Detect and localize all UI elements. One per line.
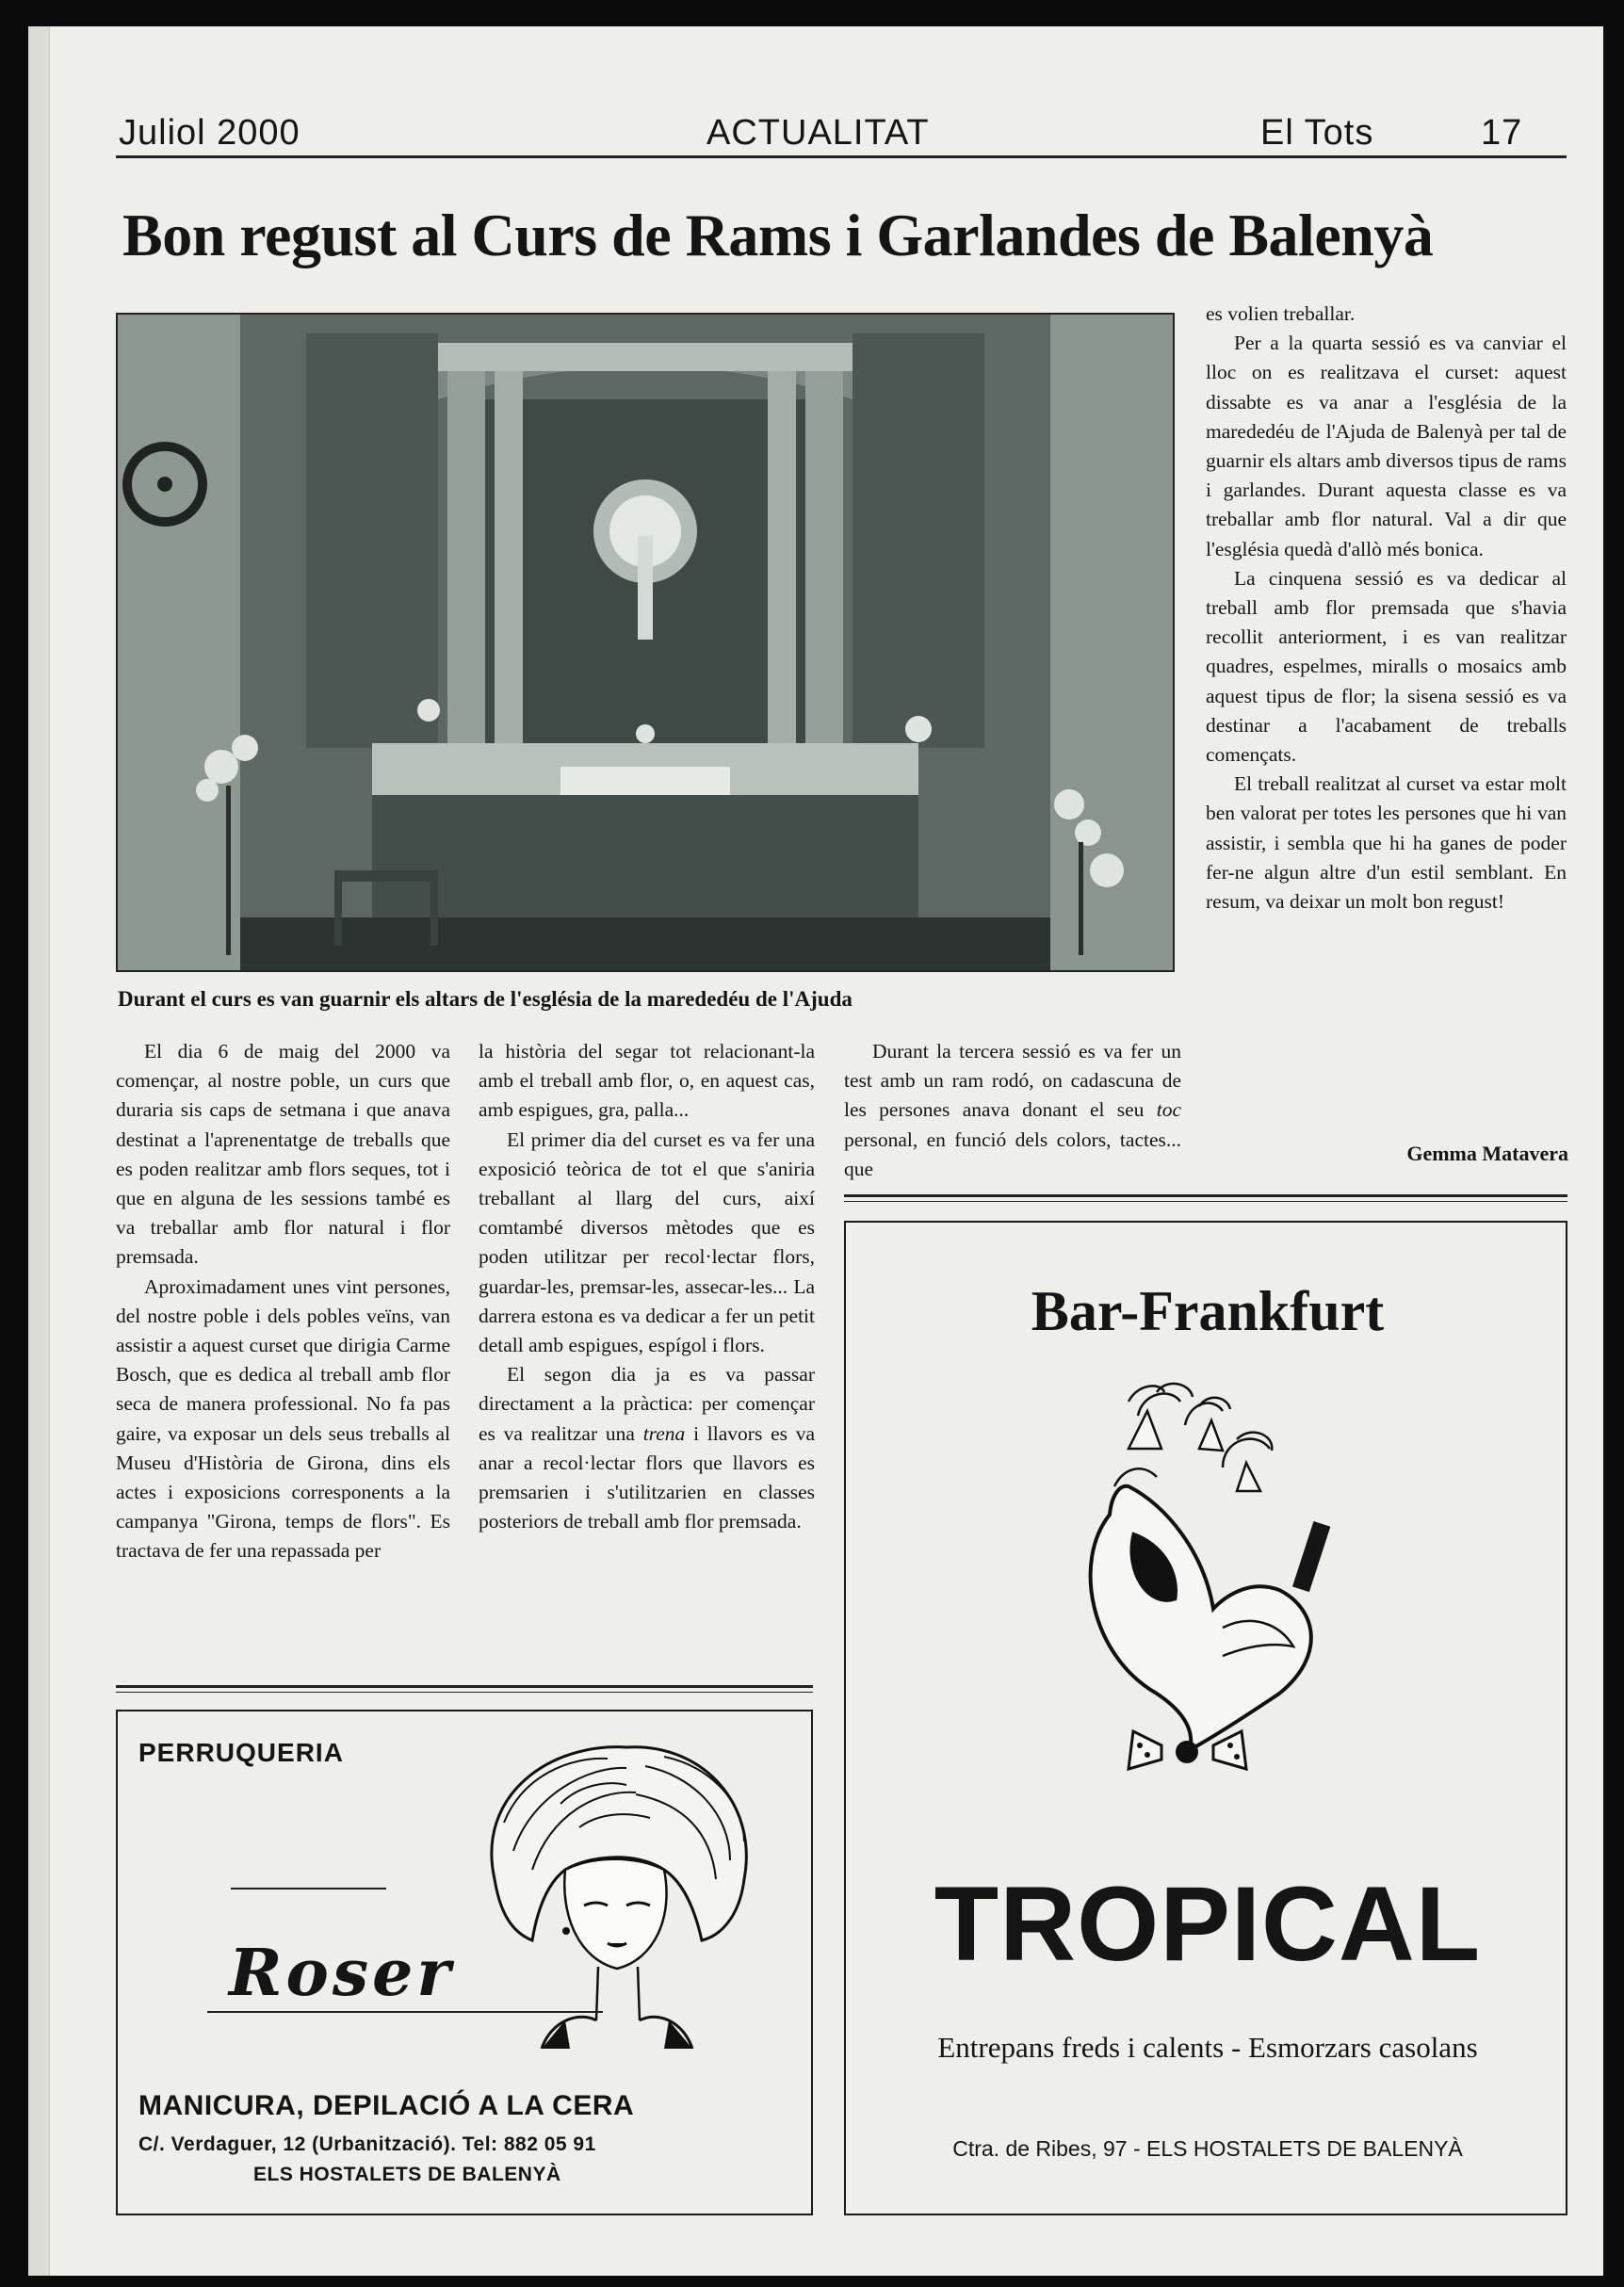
page-number: 17 [1481,113,1523,153]
paragraph-text: personal, en funció dels colors, tactes... que [844,1127,1181,1180]
column-rule [116,1692,813,1693]
church-altar-photo [116,313,1175,972]
paragraph: La cinquena sessió es va dedicar al treball amb flor premsada que s'havia recollit anteriorment, i es van realitzar quadres, espelmes, miralls o mosaics amb aquest tipus de flor; la sisena sessió es va destinar a l'acabament de treballs començats. [1206,566,1567,767]
column-rule [844,1201,1567,1202]
binding-strip [28,26,50,2276]
bar-name: Bar-Frankfurt [1031,1280,1385,1342]
ad-rule [231,1888,386,1890]
logo-letter: I [1276,1500,1345,1616]
issue-date: Juliol 2000 [119,113,300,153]
ad-perruqueria-roser [116,1710,813,2215]
column-rule [116,1685,813,1688]
article-column-3 [844,1037,1181,1184]
paragraph [479,1360,815,1536]
bar-tagline: TROPICAL [934,1865,1482,1983]
paragraph: es volien treballar. [1206,302,1356,325]
woman-portrait-illustration [476,1738,758,2049]
paragraph-text: i llavors es va anar a recol·lectar flors que llavors es premsarien i s'utilitzarien en classes posteriors de treball amb flor premsada. [479,1421,816,1533]
salon-services: MANICURA, DEPILACIÓ A LA CERA [138,2090,635,2121]
ad-heading: PERRUQUERIA [138,1738,344,1767]
article-column-1 [116,1037,450,1566]
article-column-2 [479,1037,815,1536]
italic-term: toc [1156,1098,1181,1122]
ad-bar-frankfurt [844,1221,1567,2215]
paragraph [844,1037,1181,1184]
article-title: Bon regust al Curs de Rams i Garlandes de Balenyà [122,202,1434,268]
column-rule [844,1194,1567,1197]
italic-term: trena [642,1421,686,1445]
paragraph: Aproximadament unes vint persones, del nostre poble i dels pobles veïns, van assistir a aquest curset que dirigia Carme Bosch, que es dedica al treball amb flor seca de manera professional. No fa pas gaire, va exposar un dels seus treballs al Museu d'Història de Girona, dins els actes i exposicions corresponents a la campanya "Girona, temps de flors". Es tractava de fer una repassada per [116,1274,450,1563]
header-rule [116,155,1567,158]
article-author: Gemma Matavera [1406,1142,1568,1165]
article-column-4 [1206,300,1567,916]
bar-address: Ctra. de Ribes, 97 - ELS HOSTALETS DE BALENYÀ [952,2136,1463,2161]
paragraph: El treball realitzat al curset va estar molt ben valorat per totes les persones que hi van assistir, i sembla que hi ha ganes de poder fer-ne algun altre d'un estil semblant. En resum, va deixar un molt bon regust! [1206,772,1567,914]
salon-name: Roser [229,1936,455,2011]
paragraph: Per a la quarta sessió es va canviar el lloc on es realitzava el curset: aquest dissabte es va anar a l'església de la marededéu de l'Ajuda de Balenyà per tal de guarnir els altars amb diversos tipus de rams i garlandes. Durant aquesta classe es va treballar amb flor natural. Val a dir que l'església quedà d'allò més bonica. [1206,332,1567,560]
magazine-name: El Tots [1260,113,1374,153]
section-name: ACTUALITAT [706,113,930,153]
paragraph-text: Durant la tercera sessió es va fer un test amb un ram rodó, on cadascuna de les persones anava donant el seu [844,1040,1181,1122]
paragraph-text: El segon dia ja es va passar directament a la pràctica: per començar es va realitzar una [479,1363,815,1445]
photo-caption: Durant el curs es van guarnir els altars de l'església de la marededéu de l'Ajuda [118,987,853,1011]
magazine-page [28,26,1603,2276]
bar-offer: Entrepans freds i calents - Esmorzars casolans [937,2031,1478,2064]
ad-rule [207,2011,603,2013]
salon-town: ELS HOSTALETS DE BALENYÀ [253,2164,561,2185]
paragraph: El dia 6 de maig del 2000 va començar, al nostre poble, un curs que duraria sis caps de setmana i que anava destinat a l'aprenentatge de treballs que es poden realitzar amb flors seques, tot i que en alguna de les sessions també es va treballar amb flor natural i flor premsada. [116,1040,450,1269]
paragraph: El primer dia del curset es va fer una exposició teòrica de tot el que s'aniria treballant al llarg del curs, així comtambé diversos mètodes que es poden utilitzar per recol·lectar flors, guardar-les, premsar-les, assecar-les... La darrera estona es va dedicar a fer un petit detall amb espigues, espígol i flors. [479,1127,815,1357]
paragraph: la història del segar tot relacionant-la amb el treball amb flor, o, en aquest cas, amb espigues, gra, palla... [479,1040,815,1122]
salon-address: C/. Verdaguer, 12 (Urbanització). Tel: 882 05 91 [138,2133,596,2155]
